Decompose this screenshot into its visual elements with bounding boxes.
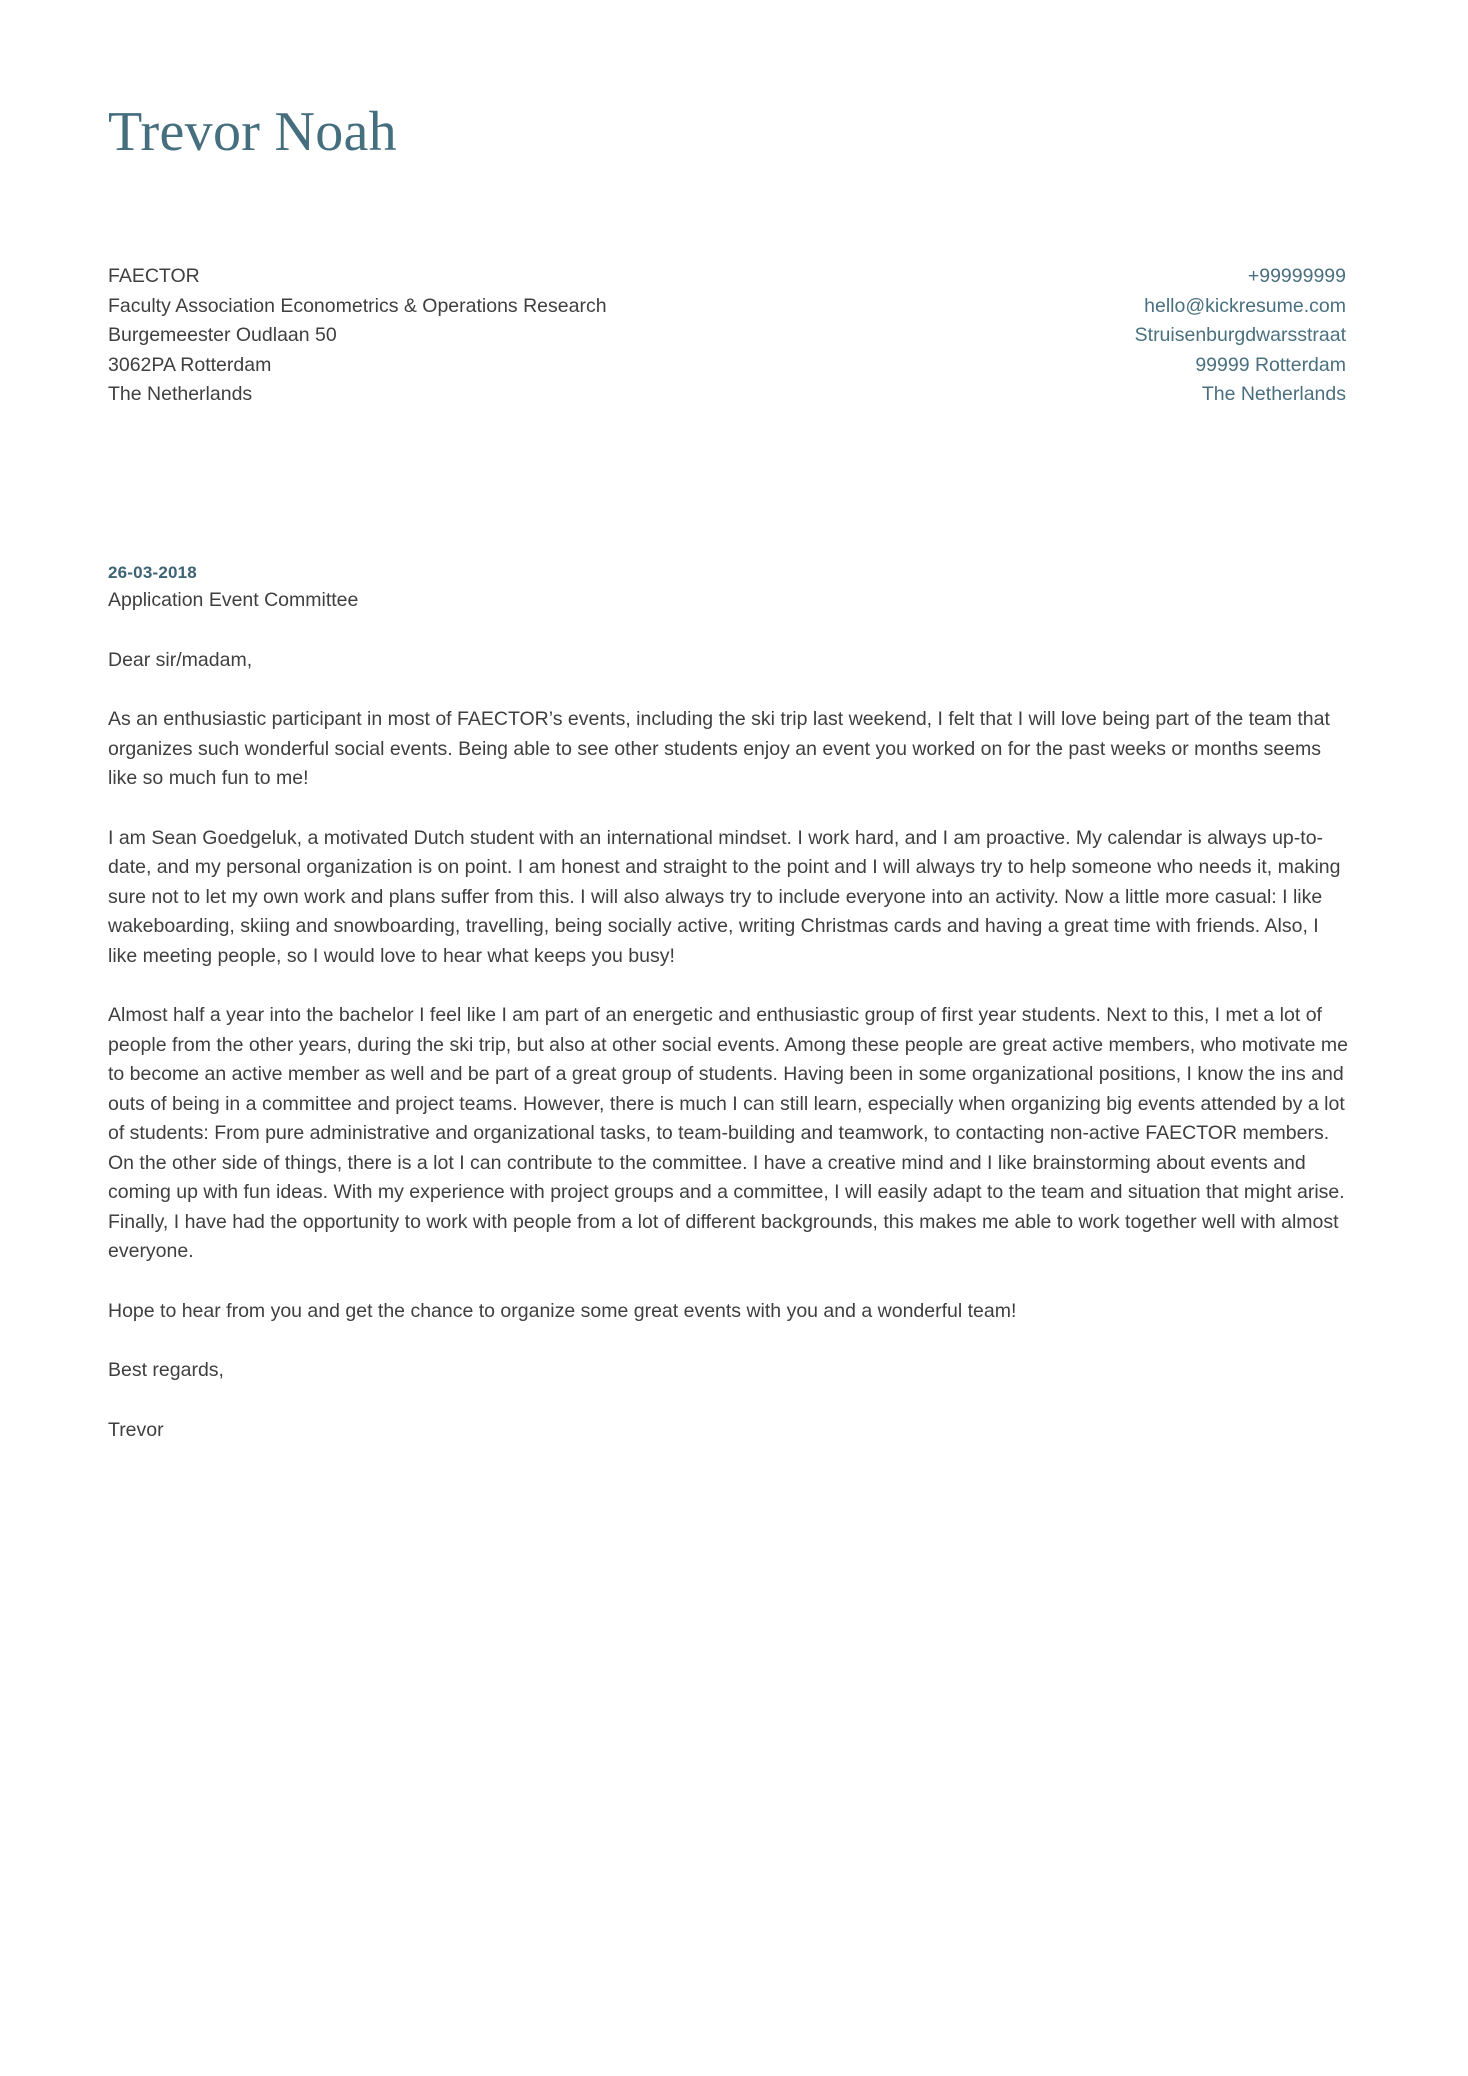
recipient-address-block: [108, 262, 638, 410]
sender-country: The Netherlands: [1201, 383, 1346, 405]
sender-phone[interactable]: +99999999: [1247, 265, 1346, 287]
letter-closing: Best regards,: [108, 1359, 224, 1381]
contact-row: [108, 262, 1346, 410]
letter-date: 26-03-2018: [108, 563, 197, 582]
letter-paragraph-4: Hope to hear from you and get the chance to organize some great events with you and a wonderful team!: [108, 1299, 1017, 1322]
letter-paragraph-3: Almost half a year into the bachelor I feel like I am part of an energetic and enthusiastic group of first year students. Next to this, I met a lot of people from the other years, during the ski trip, but also at other social events. Among these people are great active members, who motivate me to become an active member as well and be part of a great group of students. Having been in some organizational positions, I know the ins and outs of being in a committee and project teams. However, there is much I can still learn, especially when organizing big events attended by a lot of students: From pure administrative and organizational tasks, to team-building and teamwork, to contacting non-active FAECTOR members. On the other side of things, there is a lot I can contribute to the committee. I have a creative mind and I like brainstorming about events and coming up with fun ideas. With my experience with project groups and a committee, I will easily adapt to the team and situation that might arise. Finally, I have had the opportunity to work with people from a lot of different backgrounds, this makes me able to work together well with almost everyone.: [108, 1004, 1348, 1262]
sender-city: 99999 Rotterdam: [1195, 353, 1346, 376]
recipient-line-department: Faculty Association Econometrics & Operations Research: [108, 294, 607, 317]
sender-contact-block: [926, 262, 1346, 410]
letter-salutation: Dear sir/madam,: [108, 648, 253, 671]
sender-email[interactable]: hello@kickresume.com: [1144, 294, 1346, 317]
recipient-line-city: 3062PA Rotterdam: [108, 353, 272, 376]
page-title: Trevor Noah: [108, 100, 397, 163]
recipient-line-organization: FAECTOR: [108, 265, 200, 287]
sender-street: Struisenburgdwarsstraat: [1134, 324, 1346, 346]
letter-body: [108, 560, 1348, 1445]
recipient-line-street: Burgemeester Oudlaan 50: [108, 324, 337, 346]
letter-paragraph-2: I am Sean Goedgeluk, a motivated Dutch student with an international mindset. I work hard, and I am proactive. My calendar is always up-to-date, and my personal organization is on point. I am honest and straight to the point and I will always try to help someone who needs it, making sure not to let my own work and plans suffer from this. I will also always try to include everyone into an activity. Now a little more casual: I like wakeboarding, skiing and snowboarding, travelling, being socially active, writing Christmas cards and having a great time with friends. Also, I like meeting people, so I would love to hear what keeps you busy!: [108, 826, 1341, 967]
letter-subject: Application Event Committee: [108, 589, 359, 611]
recipient-line-country: The Netherlands: [108, 383, 253, 405]
letter-paragraph-1: As an enthusiastic participant in most of FAECTOR’s events, including the ski trip last weekend, I felt that I will love being part of the team that organizes such wonderful social events. Being able to see other students enjoy an event you worked on for the past weeks or months seems like so much fun to me!: [108, 708, 1330, 789]
letter-signature: Trevor: [108, 1418, 164, 1441]
